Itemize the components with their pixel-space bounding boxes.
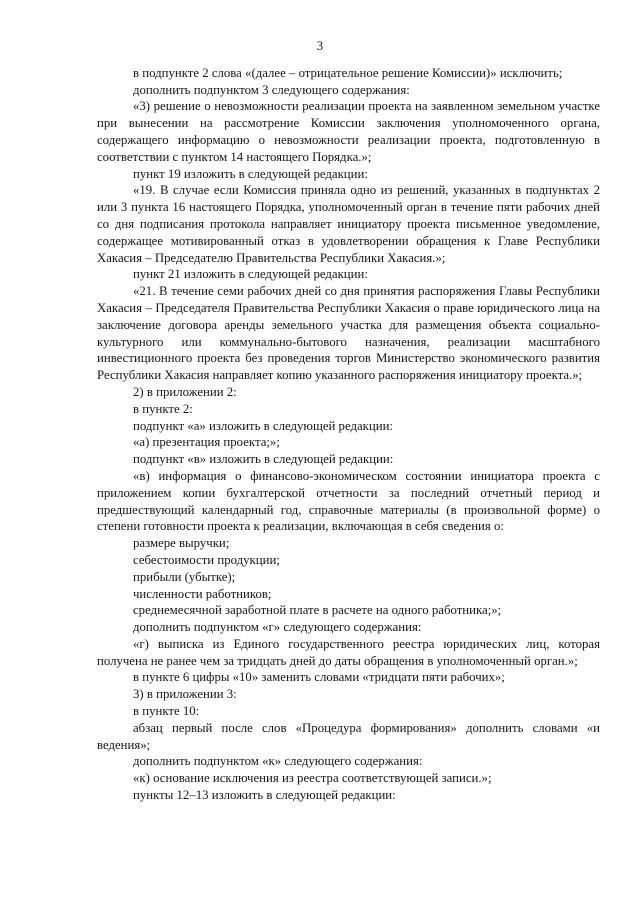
paragraph: «г) выписка из Единого государственного реестра юридических лиц, которая получена не ранее чем за тридцать дней до даты обращения в уполномоченный орган.»; <box>97 636 600 668</box>
paragraph: абзац первый после слов «Процедура формирования» дополнить словами «и ведения»; <box>97 720 600 752</box>
paragraph: в пункте 10: <box>133 704 200 719</box>
paragraph: пункт 21 изложить в следующей редакции: <box>133 267 368 282</box>
paragraph: дополнить подпунктом «к» следующего содержания: <box>133 754 423 769</box>
paragraph: «а) презентация проекта;»; <box>133 435 280 450</box>
paragraph: в пункте 6 цифры «10» заменить словами «тридцати пяти рабочих»; <box>133 670 505 685</box>
paragraph: в подпункте 2 слова «(далее – отрицательное решение Комиссии)» исключить; <box>133 65 563 80</box>
list-item: численности работников; <box>133 586 272 601</box>
page-number: 3 <box>316 39 324 53</box>
list-item: размере выручки; <box>133 536 230 551</box>
paragraph: в пункте 2: <box>133 401 193 416</box>
paragraph: дополнить подпунктом «г» следующего содержания: <box>133 620 422 635</box>
list-item: среднемесячной заработной плате в расчете на одного работника;»; <box>133 603 502 618</box>
paragraph: «в) информация о финансово-экономическом состоянии инициатора проекта с приложением копии бухгалтерской отчетности за последний отчетный период и предшествующий календарный год, справочные материалы (в произвольной форме) о степени готовности проекта к реализации, включающая в себя сведения о: <box>97 468 600 534</box>
paragraph: подпункт «в» изложить в следующей редакции: <box>133 452 394 467</box>
paragraph: подпункт «а» изложить в следующей редакции: <box>133 418 393 433</box>
paragraph: «3) решение о невозможности реализации проекта на заявленном земельном участке при вынесении на рассмотрение Комиссии заключения уполномоченного органа, содержащего информацию о невозможности реализации проекта, подготовленную в соответствии с пунктом 14 настоящего Порядка.»; <box>97 99 600 164</box>
list-item: себестоимости продукции; <box>133 552 280 567</box>
list-item: прибыли (убытке); <box>133 569 236 584</box>
paragraph: пункты 12–13 изложить в следующей редакции: <box>133 788 396 803</box>
paragraph: «21. В течение семи рабочих дней со дня принятия распоряжения Главы Республики Хакасия – Председателя Правительства Республики Хакасия о праве юридического лица на заключение договора аренды земельного участка для размещения объекта социально-культурного или коммунально-бытового назначения, реализации масштабного инвестиционного проекта без проведения торгов Министерство экономического развития Республики Хакасия направляет копию указанного распоряжения инициатору проекта.»; <box>97 284 600 383</box>
paragraph: 2) в приложении 2: <box>133 384 237 399</box>
paragraph: пункт 19 изложить в следующей редакции: <box>133 166 368 181</box>
paragraph: 3) в приложении 3: <box>133 687 237 702</box>
paragraph: «19. В случае если Комиссия приняла одно из решений, указанных в подпунктах 2 или 3 пункта 16 настоящего Порядка, уполномоченный орган в течение пяти рабочих дней со дня подписания протокола направляет инициатору проекта письменное уведомление, содержащее мотивированный отказ в удовлетворении обращения к Главе Республики Хакасия – Председателю Правительства Республики Хакасия.»; <box>97 183 600 265</box>
paragraph: «к) основание исключения из реестра соответствующей записи.»; <box>133 771 492 786</box>
paragraph: дополнить подпунктом 3 следующего содержания: <box>133 82 410 97</box>
